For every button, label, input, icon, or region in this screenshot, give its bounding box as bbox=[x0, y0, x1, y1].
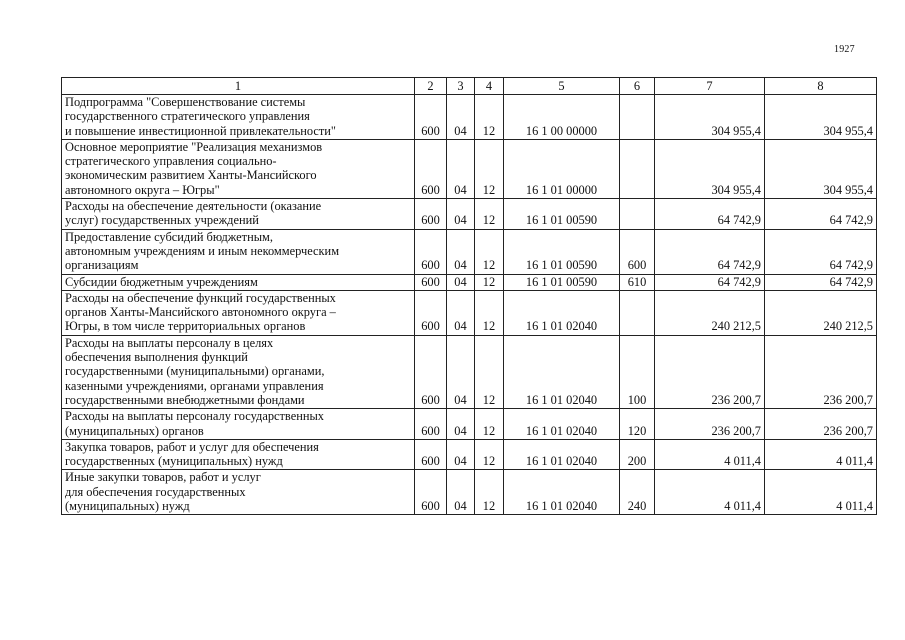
cell-amount-col8: 64 742,9 bbox=[765, 274, 877, 290]
cell-section: 04 bbox=[447, 470, 475, 515]
cell-item-name bbox=[62, 95, 415, 140]
cell-expense-type: 200 bbox=[620, 439, 655, 470]
cell-subsection: 12 bbox=[475, 470, 504, 515]
item-name-line: (муниципальных) органов bbox=[65, 423, 204, 438]
item-name-line: (муниципальных) нужд bbox=[65, 499, 190, 514]
cell-section: 04 bbox=[447, 229, 475, 274]
cell-amount-col8: 304 955,4 bbox=[765, 139, 877, 198]
cell-amount-col8: 4 011,4 bbox=[765, 439, 877, 470]
cell-amount-col7: 236 200,7 bbox=[655, 409, 765, 440]
item-name-line: и повышение инвестиционной привлекательности" bbox=[65, 123, 336, 138]
item-name-line: автономного округа – Югры" bbox=[65, 182, 220, 197]
cell-item-name bbox=[62, 290, 415, 335]
cell-subsection: 12 bbox=[475, 95, 504, 140]
column-header: 6 bbox=[620, 78, 655, 95]
column-header: 8 bbox=[765, 78, 877, 95]
item-name-line: Субсидии бюджетным учреждениям bbox=[65, 274, 258, 289]
cell-expense-type: 240 bbox=[620, 470, 655, 515]
cell-amount-col8: 236 200,7 bbox=[765, 335, 877, 408]
cell-admin-code: 600 bbox=[415, 199, 447, 230]
cell-amount-col8: 236 200,7 bbox=[765, 409, 877, 440]
cell-admin-code: 600 bbox=[415, 290, 447, 335]
page-number: 1927 bbox=[834, 44, 855, 55]
cell-section: 04 bbox=[447, 274, 475, 290]
cell-admin-code: 600 bbox=[415, 439, 447, 470]
column-header: 5 bbox=[504, 78, 620, 95]
item-name-line: Иные закупки товаров, работ и услуг bbox=[65, 470, 261, 485]
item-name-line: Закупка товаров, работ и услуг для обеспечения bbox=[65, 439, 319, 454]
cell-amount-col7: 4 011,4 bbox=[655, 470, 765, 515]
cell-target-article: 16 1 01 00590 bbox=[504, 274, 620, 290]
cell-item-name bbox=[62, 274, 415, 290]
item-name-line: государственного стратегического управления bbox=[65, 109, 310, 124]
table-row bbox=[62, 409, 877, 440]
cell-section: 04 bbox=[447, 335, 475, 408]
cell-target-article: 16 1 01 02040 bbox=[504, 290, 620, 335]
table-row bbox=[62, 439, 877, 470]
cell-amount-col8: 64 742,9 bbox=[765, 199, 877, 230]
table-row bbox=[62, 290, 877, 335]
item-name-line: государственными (муниципальными) органами, bbox=[65, 364, 325, 379]
column-header: 1 bbox=[62, 78, 415, 95]
cell-target-article: 16 1 01 00000 bbox=[504, 139, 620, 198]
cell-admin-code: 600 bbox=[415, 95, 447, 140]
item-name-line: Расходы на выплаты персоналу в целях bbox=[65, 335, 274, 350]
cell-target-article: 16 1 01 00590 bbox=[504, 199, 620, 230]
item-name-line: государственными внебюджетными фондами bbox=[65, 392, 305, 407]
cell-expense-type: 600 bbox=[620, 229, 655, 274]
item-name-line: Расходы на обеспечение функций государственных bbox=[65, 290, 336, 305]
header-row bbox=[62, 78, 877, 95]
cell-section: 04 bbox=[447, 439, 475, 470]
cell-admin-code: 600 bbox=[415, 335, 447, 408]
cell-item-name bbox=[62, 335, 415, 408]
cell-amount-col8: 304 955,4 bbox=[765, 95, 877, 140]
cell-subsection: 12 bbox=[475, 139, 504, 198]
cell-section: 04 bbox=[447, 139, 475, 198]
table-row bbox=[62, 139, 877, 198]
cell-expense-type bbox=[620, 95, 655, 140]
column-header: 2 bbox=[415, 78, 447, 95]
column-header: 3 bbox=[447, 78, 475, 95]
cell-item-name bbox=[62, 229, 415, 274]
item-name-line: государственных (муниципальных) нужд bbox=[65, 454, 283, 469]
cell-admin-code: 600 bbox=[415, 409, 447, 440]
cell-expense-type bbox=[620, 290, 655, 335]
cell-amount-col8: 4 011,4 bbox=[765, 470, 877, 515]
item-name-line: услуг) государственных учреждений bbox=[65, 213, 259, 228]
cell-admin-code: 600 bbox=[415, 274, 447, 290]
cell-target-article: 16 1 01 00590 bbox=[504, 229, 620, 274]
cell-amount-col7: 64 742,9 bbox=[655, 229, 765, 274]
cell-amount-col7: 236 200,7 bbox=[655, 335, 765, 408]
cell-amount-col7: 304 955,4 bbox=[655, 95, 765, 140]
column-header: 7 bbox=[655, 78, 765, 95]
cell-section: 04 bbox=[447, 290, 475, 335]
item-name-line: Югры, в том числе территориальных органов bbox=[65, 319, 306, 334]
cell-amount-col7: 64 742,9 bbox=[655, 199, 765, 230]
cell-admin-code: 600 bbox=[415, 229, 447, 274]
table-row bbox=[62, 229, 877, 274]
table-body bbox=[62, 95, 877, 515]
item-name-line: Подпрограмма "Совершенствование системы bbox=[65, 95, 306, 109]
cell-subsection: 12 bbox=[475, 274, 504, 290]
column-header: 4 bbox=[475, 78, 504, 95]
cell-target-article: 16 1 00 00000 bbox=[504, 95, 620, 140]
cell-section: 04 bbox=[447, 95, 475, 140]
item-name-line: Предоставление субсидий бюджетным, bbox=[65, 229, 273, 244]
budget-table bbox=[61, 77, 877, 515]
cell-subsection: 12 bbox=[475, 199, 504, 230]
item-name-line: казенными учреждениями, органами управления bbox=[65, 378, 324, 393]
cell-item-name bbox=[62, 139, 415, 198]
cell-item-name bbox=[62, 470, 415, 515]
cell-amount-col8: 64 742,9 bbox=[765, 229, 877, 274]
item-name-line: Расходы на обеспечение деятельности (оказание bbox=[65, 199, 322, 214]
cell-admin-code: 600 bbox=[415, 139, 447, 198]
cell-amount-col7: 4 011,4 bbox=[655, 439, 765, 470]
cell-expense-type: 100 bbox=[620, 335, 655, 408]
cell-subsection: 12 bbox=[475, 439, 504, 470]
table-row bbox=[62, 199, 877, 230]
cell-subsection: 12 bbox=[475, 290, 504, 335]
item-name-line: для обеспечения государственных bbox=[65, 484, 246, 499]
cell-target-article: 16 1 01 02040 bbox=[504, 470, 620, 515]
cell-expense-type bbox=[620, 199, 655, 230]
cell-amount-col7: 304 955,4 bbox=[655, 139, 765, 198]
cell-amount-col7: 64 742,9 bbox=[655, 274, 765, 290]
table-row bbox=[62, 95, 877, 140]
cell-target-article: 16 1 01 02040 bbox=[504, 335, 620, 408]
cell-amount-col8: 240 212,5 bbox=[765, 290, 877, 335]
item-name-line: экономическим развитием Ханты-Мансийского bbox=[65, 168, 317, 183]
item-name-line: стратегического управления социально- bbox=[65, 154, 277, 169]
item-name-line: автономным учреждениям и иным некоммерческим bbox=[65, 243, 340, 258]
cell-admin-code: 600 bbox=[415, 470, 447, 515]
cell-item-name bbox=[62, 199, 415, 230]
item-name-line: Расходы на выплаты персоналу государственных bbox=[65, 409, 324, 424]
cell-subsection: 12 bbox=[475, 229, 504, 274]
table-row bbox=[62, 274, 877, 290]
item-name-line: обеспечения выполнения функций bbox=[65, 350, 248, 365]
cell-section: 04 bbox=[447, 409, 475, 440]
cell-expense-type: 120 bbox=[620, 409, 655, 440]
cell-section: 04 bbox=[447, 199, 475, 230]
table-row bbox=[62, 470, 877, 515]
cell-item-name bbox=[62, 439, 415, 470]
cell-target-article: 16 1 01 02040 bbox=[504, 409, 620, 440]
cell-subsection: 12 bbox=[475, 409, 504, 440]
cell-target-article: 16 1 01 02040 bbox=[504, 439, 620, 470]
table-row bbox=[62, 335, 877, 408]
cell-amount-col7: 240 212,5 bbox=[655, 290, 765, 335]
cell-item-name bbox=[62, 409, 415, 440]
cell-expense-type bbox=[620, 139, 655, 198]
item-name-line: органов Ханты-Мансийского автономного округа – bbox=[65, 305, 336, 320]
item-name-line: Основное мероприятие "Реализация механизмов bbox=[65, 139, 323, 154]
item-name-line: организациям bbox=[65, 258, 139, 273]
cell-expense-type: 610 bbox=[620, 274, 655, 290]
cell-subsection: 12 bbox=[475, 335, 504, 408]
